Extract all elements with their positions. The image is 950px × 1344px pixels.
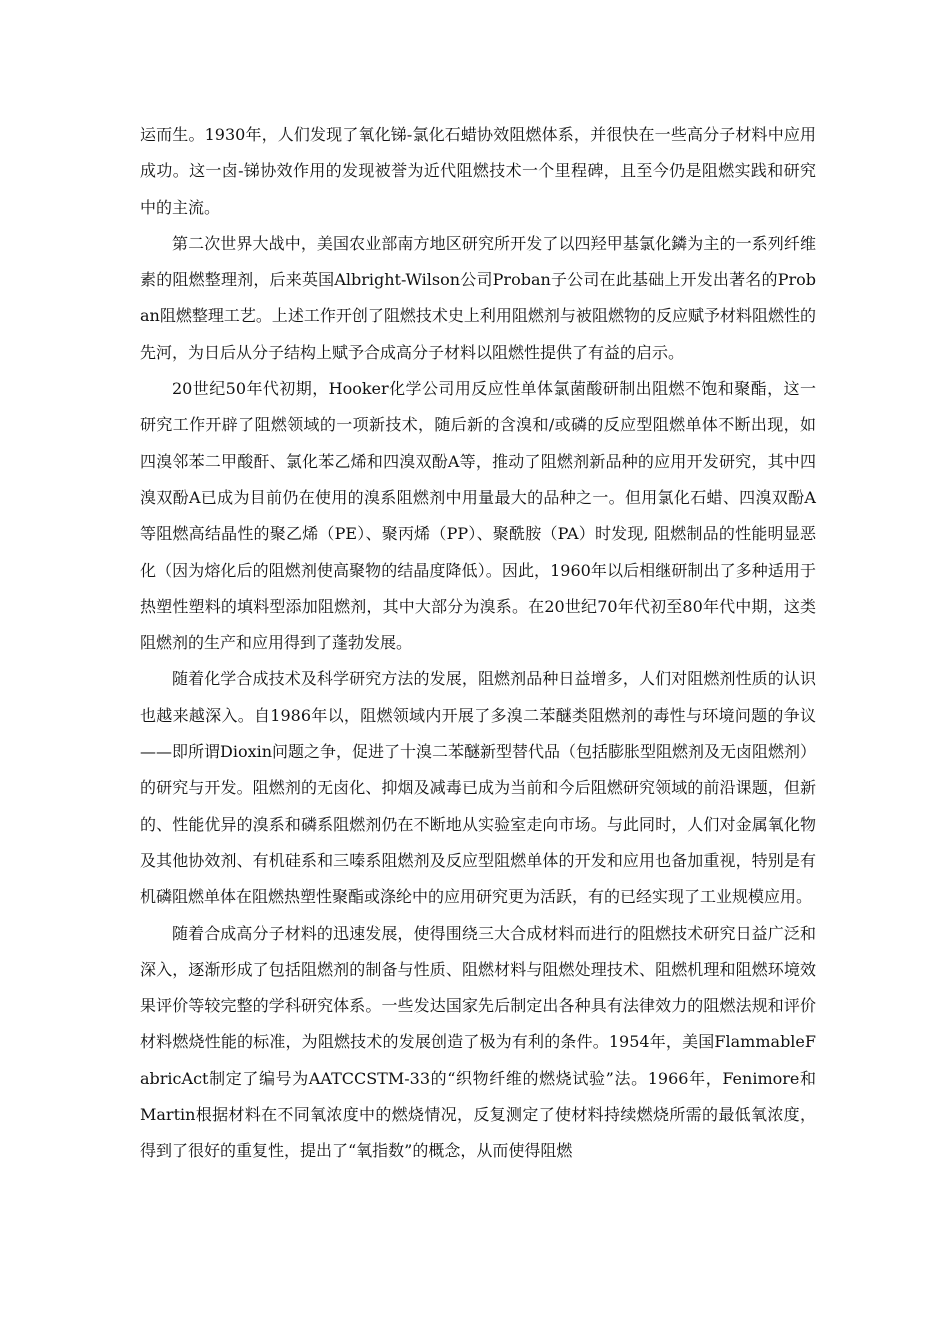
paragraph-1: 运而生。1930年，人们发现了氧化锑-氯化石蜡协效阻燃体系，并很快在一些高分子材料中应用成功。这一卤-锑协效作用的发现被誉为近代阻燃技术一个里程碑，且至今仍是阻燃实践和研究中的主流。 xyxy=(140,125,816,217)
document-body xyxy=(140,117,816,1170)
paragraph-5: 随着合成高分子材料的迅速发展，使得围绕三大合成材料而进行的阻燃技术研究日益广泛和深入，逐渐形成了包括阻燃剂的制备与性质、阻燃材料与阻燃处理技术、阻燃机理和阻燃环境效果评价等较完整的学科研究体系。一些发达国家先后制定出各种具有法律效力的阻燃法规和评价材料燃烧性能的标准，为阻燃技术的发展创造了极为有利的条件。1954年，美国FlammableFabricAct制定了编号为AATCCSTM-33的“织物纤维的燃烧试验”法。1966年，Fenimore和Martin根据材料在不同氧浓度中的燃烧情况，反复测定了使材料持续燃烧所需的最低氧浓度，得到了很好的重复性，提出了“氧指数”的概念，从而使得阻燃 xyxy=(140,923,816,1161)
paragraph-4: 随着化学合成技术及科学研究方法的发展，阻燃剂品种日益增多，人们对阻燃剂性质的认识也越来越深入。自1986年以，阻燃领域内开展了多溴二苯醚类阻燃剂的毒性与环境问题的争议——即所谓Dioxin问题之争，促进了十溴二苯醚新型替代品（包括膨胀型阻燃剂及无卤阻燃剂）的研究与开发。阻燃剂的无卤化、抑烟及减毒已成为当前和今后阻燃研究领域的前沿课题，但新的、性能优异的溴系和磷系阻燃剂仍在不断地从实验室走向市场。与此同时，人们对金属氧化物及其他协效剂、有机硅系和三嗪系阻燃剂及反应型阻燃单体的开发和应用也备加重视，特别是有机磷阻燃单体在阻燃热塑性聚酯或涤纶中的应用研究更为活跃，有的已经实现了工业规模应用。 xyxy=(140,669,817,907)
paragraph-3: 20世纪50年代初期，Hooker化学公司用反应性单体氯菌酸研制出阻燃不饱和聚酯，这一研究工作开辟了阻燃领域的一项新技术，随后新的含溴和/或磷的反应型阻燃单体不断出现，如四溴邻苯二甲酸酐、氯化苯乙烯和四溴双酚A等，推动了阻燃剂新品种的应用开发研究，其中四溴双酚A已成为目前仍在使用的溴系阻燃剂中用量最大的品种之一。但用氯化石蜡、四溴双酚A等阻燃高结晶性的聚乙烯（PE）、聚丙烯（PP）、聚酰胺（PA）时发现, 阻燃制品的性能明显恶化（因为熔化后的阻燃剂使高聚物的结晶度降低）。因此，1960年以后相继研制出了多种适用于热塑性塑料的填料型添加阻燃剂，其中大部分为溴系。在20世纪70年代初至80年代中期，这类阻燃剂的生产和应用得到了蓬勃发展。 xyxy=(140,379,816,653)
paragraph-2: 第二次世界大战中，美国农业部南方地区研究所开发了以四羟甲基氯化鏻为主的一系列纤维素的阻燃整理剂，后来英国Albright-Wilson公司Proban子公司在此基础上开发出著名的Proban阻燃整理工艺。上述工作开创了阻燃技术史上利用阻燃剂与被阻燃物的反应赋予材料阻燃性的先河，为日后从分子结构上赋予合成高分子材料以阻燃性提供了有益的启示。 xyxy=(140,233,816,362)
